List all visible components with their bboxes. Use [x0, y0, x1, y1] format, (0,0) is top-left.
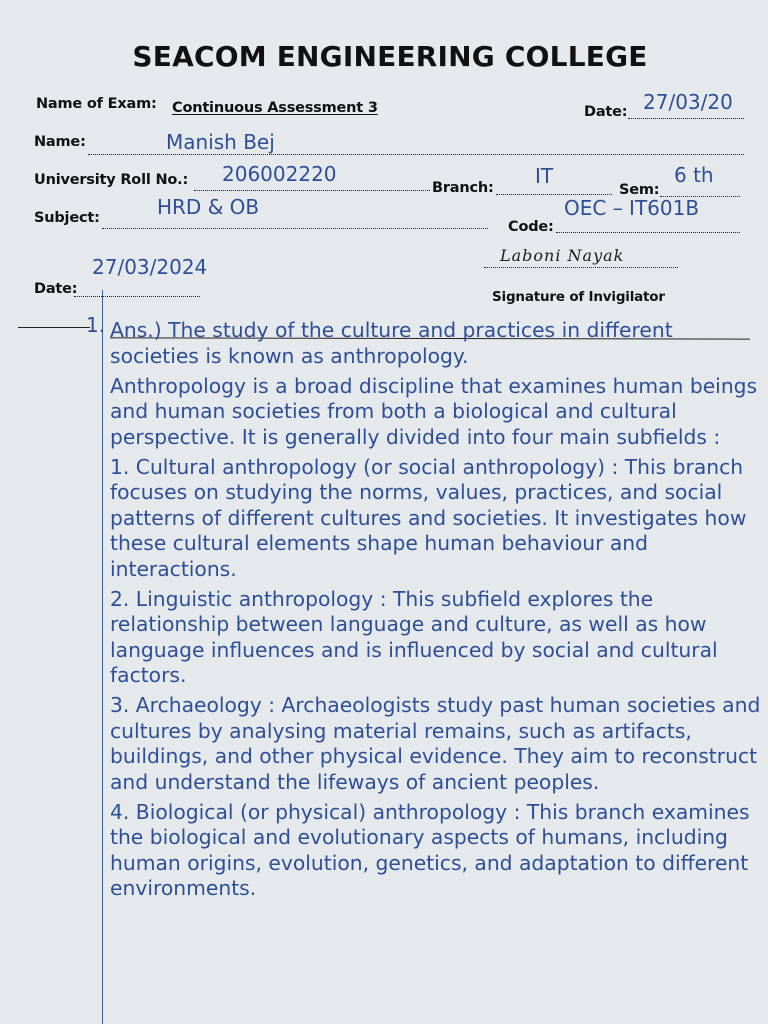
answer-paragraph: 3. Archaeology : Archaeologists study past human societies and cultures by analysing material remains, such as artifacts, buildings, and other physical evidence. They aim to reconstruct and understand the lifeways of ancient peoples.	[110, 693, 761, 794]
college-name: SEACOM ENGINEERING COLLEGE	[132, 40, 648, 73]
exam-date-label: Date:	[584, 104, 628, 120]
name-of-exam-label: Name of Exam:	[36, 96, 157, 112]
roll-no: 206002220	[222, 162, 337, 186]
branch-value: IT	[535, 164, 554, 188]
branch-label: Branch:	[432, 180, 494, 196]
subject-label: Subject:	[34, 210, 100, 226]
sem-label: Sem:	[619, 182, 660, 198]
roll-label: University Roll No.:	[34, 172, 189, 188]
signature-label: Signature of Invigilator	[492, 289, 665, 305]
answer-paragraph: 1. Cultural anthropology (or social anthropology) : This branch focuses on studying the norms, values, practices, and social patterns of different cultures and societies. It investigates how these cultural elements shape human behaviour and interactions.	[110, 454, 747, 581]
roll-dots	[194, 190, 430, 191]
signature-dots	[484, 267, 678, 268]
answer-paragraph: Ans.) The study of the culture and practices in different societies is known as anthropology.	[110, 318, 673, 368]
subject-value: HRD & OB	[157, 195, 260, 219]
date2-value: 27/03/2024	[92, 255, 208, 279]
student-name: Manish Bej	[166, 130, 275, 154]
answer-paragraph: 2. Linguistic anthropology : This subfield explores the relationship between language and culture, as well as how language influences and is influenced by social and cultural factors.	[110, 586, 718, 687]
answer-paragraph: 4. Biological (or physical) anthropology : This branch examines the biological and evolutionary aspects of humans, including human origins, evolution, genetics, and adaptation to different environments.	[110, 799, 750, 900]
code-dots	[556, 232, 740, 233]
date2-dots	[74, 296, 200, 297]
margin-rule-left	[18, 327, 90, 328]
question-number: 1.	[86, 313, 106, 337]
exam-date-dots	[628, 118, 744, 119]
name-dots	[88, 154, 744, 155]
answer-body	[110, 318, 762, 906]
invigilator-signature: Laboni Nayak	[500, 246, 625, 265]
branch-dots	[496, 194, 612, 195]
code-value: OEC – IT601B	[564, 196, 700, 220]
exam-name: Continuous Assessment 3	[172, 100, 378, 116]
margin-line	[102, 290, 103, 1024]
name-label: Name:	[34, 134, 86, 150]
exam-date-value: 27/03/20	[643, 90, 733, 114]
answer-paragraph: Anthropology is a broad discipline that examines human beings and human societies from both a biological and cultural perspective. It is generally divided into four main subfields :	[110, 373, 758, 449]
subject-dots	[102, 228, 488, 229]
code-label: Code:	[508, 219, 554, 235]
date2-label: Date:	[34, 281, 78, 297]
sem-value: 6 th	[674, 163, 714, 187]
